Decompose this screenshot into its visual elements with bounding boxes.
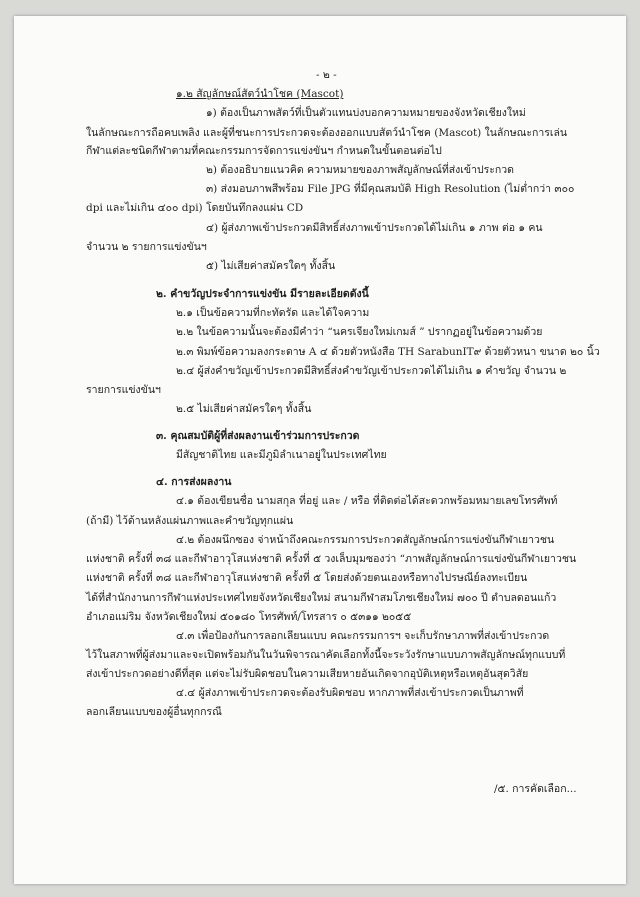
section-2-5: ๒.๕ ไม่เสียค่าสมัครใดๆ ทั้งสิ้น: [176, 403, 312, 415]
section-4-2-line-1: ๔.๒ ต้องผนึกซอง จ่าหน้าถึงคณะกรรมการประกวดสัญลักษณ์การแข่งขันกีฬาเยาวชน: [176, 534, 555, 546]
item-3-line-2: dpi และไม่เกิน ๔๐๐ dpi) โดยบันทึกลงแผ่น CD: [86, 202, 304, 214]
section-1-2-heading: ๑.๒ สัญลักษณ์สัตว์นำโชค (Mascot): [176, 88, 344, 100]
item-1-line-1: ๑) ต้องเป็นภาพสัตว์ที่เป็นตัวแทนบ่งบอกความหมายของจังหวัดเชียงใหม่: [206, 107, 526, 119]
item-1-line-3: กีฬาแต่ละชนิดกีฬาตามที่คณะกรรมการจัดการแข่งขันฯ กำหนดในขั้นตอนต่อไป: [86, 145, 442, 157]
section-4-4-line-2: ลอกเลียนแบบของผู้อื่นทุกกรณี: [86, 706, 222, 718]
section-3-heading: ๓. คุณสมบัติผู้ที่ส่งผลงานเข้าร่วมการประกวด: [156, 430, 360, 442]
continuation-note: /๕. การคัดเลือก...: [494, 783, 577, 795]
section-4-2-line-5: อำเภอแม่ริม จังหวัดเชียงใหม่ ๕๐๑๘๐ โทรศัพท์/โทรสาร ๐ ๕๓๑๑ ๒๐๕๕: [86, 611, 412, 623]
section-4-1-line-1: ๔.๑ ต้องเขียนชื่อ นามสกุล ที่อยู่ และ / หรือ ที่ติดต่อได้สะดวกพร้อมหมายเลขโทรศัพท์: [176, 495, 558, 507]
section-4-3-line-3: ส่งเข้าประกวดอย่างดีที่สุด แต่จะไม่รับผิดชอบในความเสียหายอันเกิดจากอุบัติเหตุหรือเหตุอันสุดวิสัย: [86, 668, 529, 680]
section-4-1-line-2: (ถ้ามี) ไว้ด้านหลังแผ่นภาพและคำขวัญทุกแผ่น: [86, 515, 294, 527]
item-4-line-2: จำนวน ๒ รายการแข่งขันฯ: [86, 241, 207, 253]
section-4-2-line-2: แห่งชาติ ครั้งที่ ๓๘ และกีฬาอาวุโสแห่งชาติ ครั้งที่ ๕ วงเล็บมุมซองว่า “ภาพสัญลักษณ์การแข่งขันกีฬาเยาวชน: [86, 553, 577, 565]
section-3-body: มีสัญชาติไทย และมีภูมิลำเนาอยู่ในประเทศไทย: [176, 449, 387, 461]
item-4-line-1: ๔) ผู้ส่งภาพเข้าประกวดมีสิทธิ์ส่งภาพเข้าประกวดได้ไม่เกิน ๑ ภาพ ต่อ ๑ คน: [206, 222, 543, 234]
section-2-1: ๒.๑ เป็นข้อความที่กะทัดรัด และได้ใจความ: [176, 307, 370, 319]
item-2: ๒) ต้องอธิบายแนวคิด ความหมายของภาพสัญลักษณ์ที่ส่งเข้าประกวด: [206, 164, 514, 176]
page-number: - ๒ -: [316, 69, 337, 81]
section-4-2-line-4: ได้ที่สำนักงานการกีฬาแห่งประเทศไทยจังหวัดเชียงใหม่ สนามกีฬาสมโภชเชียงใหม่ ๗๐๐ ปี ตำบลดอนแก้ว: [86, 592, 557, 604]
section-2-heading: ๒. คำขวัญประจำการแข่งขัน มีรายละเอียดดังนี้: [156, 288, 369, 300]
section-4-2-line-3: แห่งชาติ ครั้งที่ ๓๘ และกีฬาอาวุโสแห่งชาติ ครั้งที่ ๕ โดยส่งด้วยตนเองหรือทางไปรษณีย์ลงทะเบียน: [86, 572, 528, 584]
item-3-line-1: ๓) ส่งมอบภาพสีพร้อม File JPG ที่มีคุณสมบัติ High Resolution (ไม่ต่ำกว่า ๓๐๐: [206, 183, 575, 195]
section-2-3: ๒.๓ พิมพ์ข้อความลงกระดาษ A ๔ ด้วยตัวหนังสือ TH SarabunIT๙ ด้วยตัวหนา ขนาด ๒๐ นิ้ว: [176, 346, 600, 358]
item-1-line-2: ในลักษณะการถือคบเพลิง และผู้ที่ชนะการประกวดจะต้องออกแบบสัตว์นำโชค (Mascot) ในลักษณะการเล่น: [86, 127, 568, 139]
document-page: [14, 16, 626, 884]
section-4-3-line-2: ไว้ในสภาพที่ผู้ส่งมาและจะเปิดพร้อมกันในวันพิจารณาคัดเลือกทั้งนี้จะระวังรักษาแบบภาพสัญลักษณ์ทุกแบบที่: [86, 649, 566, 661]
section-2-2: ๒.๒ ในข้อความนั้นจะต้องมีคำว่า “นครเจียงใหม่เกมส์ ” ปรากฏอยู่ในข้อความด้วย: [176, 326, 543, 338]
section-4-4-line-1: ๔.๔ ผู้ส่งภาพเข้าประกวดจะต้องรับผิดชอบ หากภาพที่ส่งเข้าประกวดเป็นภาพที่: [176, 687, 524, 699]
section-2-4-line-2: รายการแข่งขันฯ: [86, 384, 161, 396]
section-4-3-line-1: ๔.๓ เพื่อป้องกันการลอกเลียนแบบ คณะกรรมการฯ จะเก็บรักษาภาพที่ส่งเข้าประกวด: [176, 630, 550, 642]
section-2-4-line-1: ๒.๔ ผู้ส่งคำขวัญเข้าประกวดมีสิทธิ์ส่งคำขวัญเข้าประกวดได้ไม่เกิน ๑ คำขวัญ จำนวน ๒: [176, 365, 567, 377]
section-4-heading: ๔. การส่งผลงาน: [156, 476, 232, 488]
item-5: ๕) ไม่เสียค่าสมัครใดๆ ทั้งสิ้น: [206, 260, 336, 272]
